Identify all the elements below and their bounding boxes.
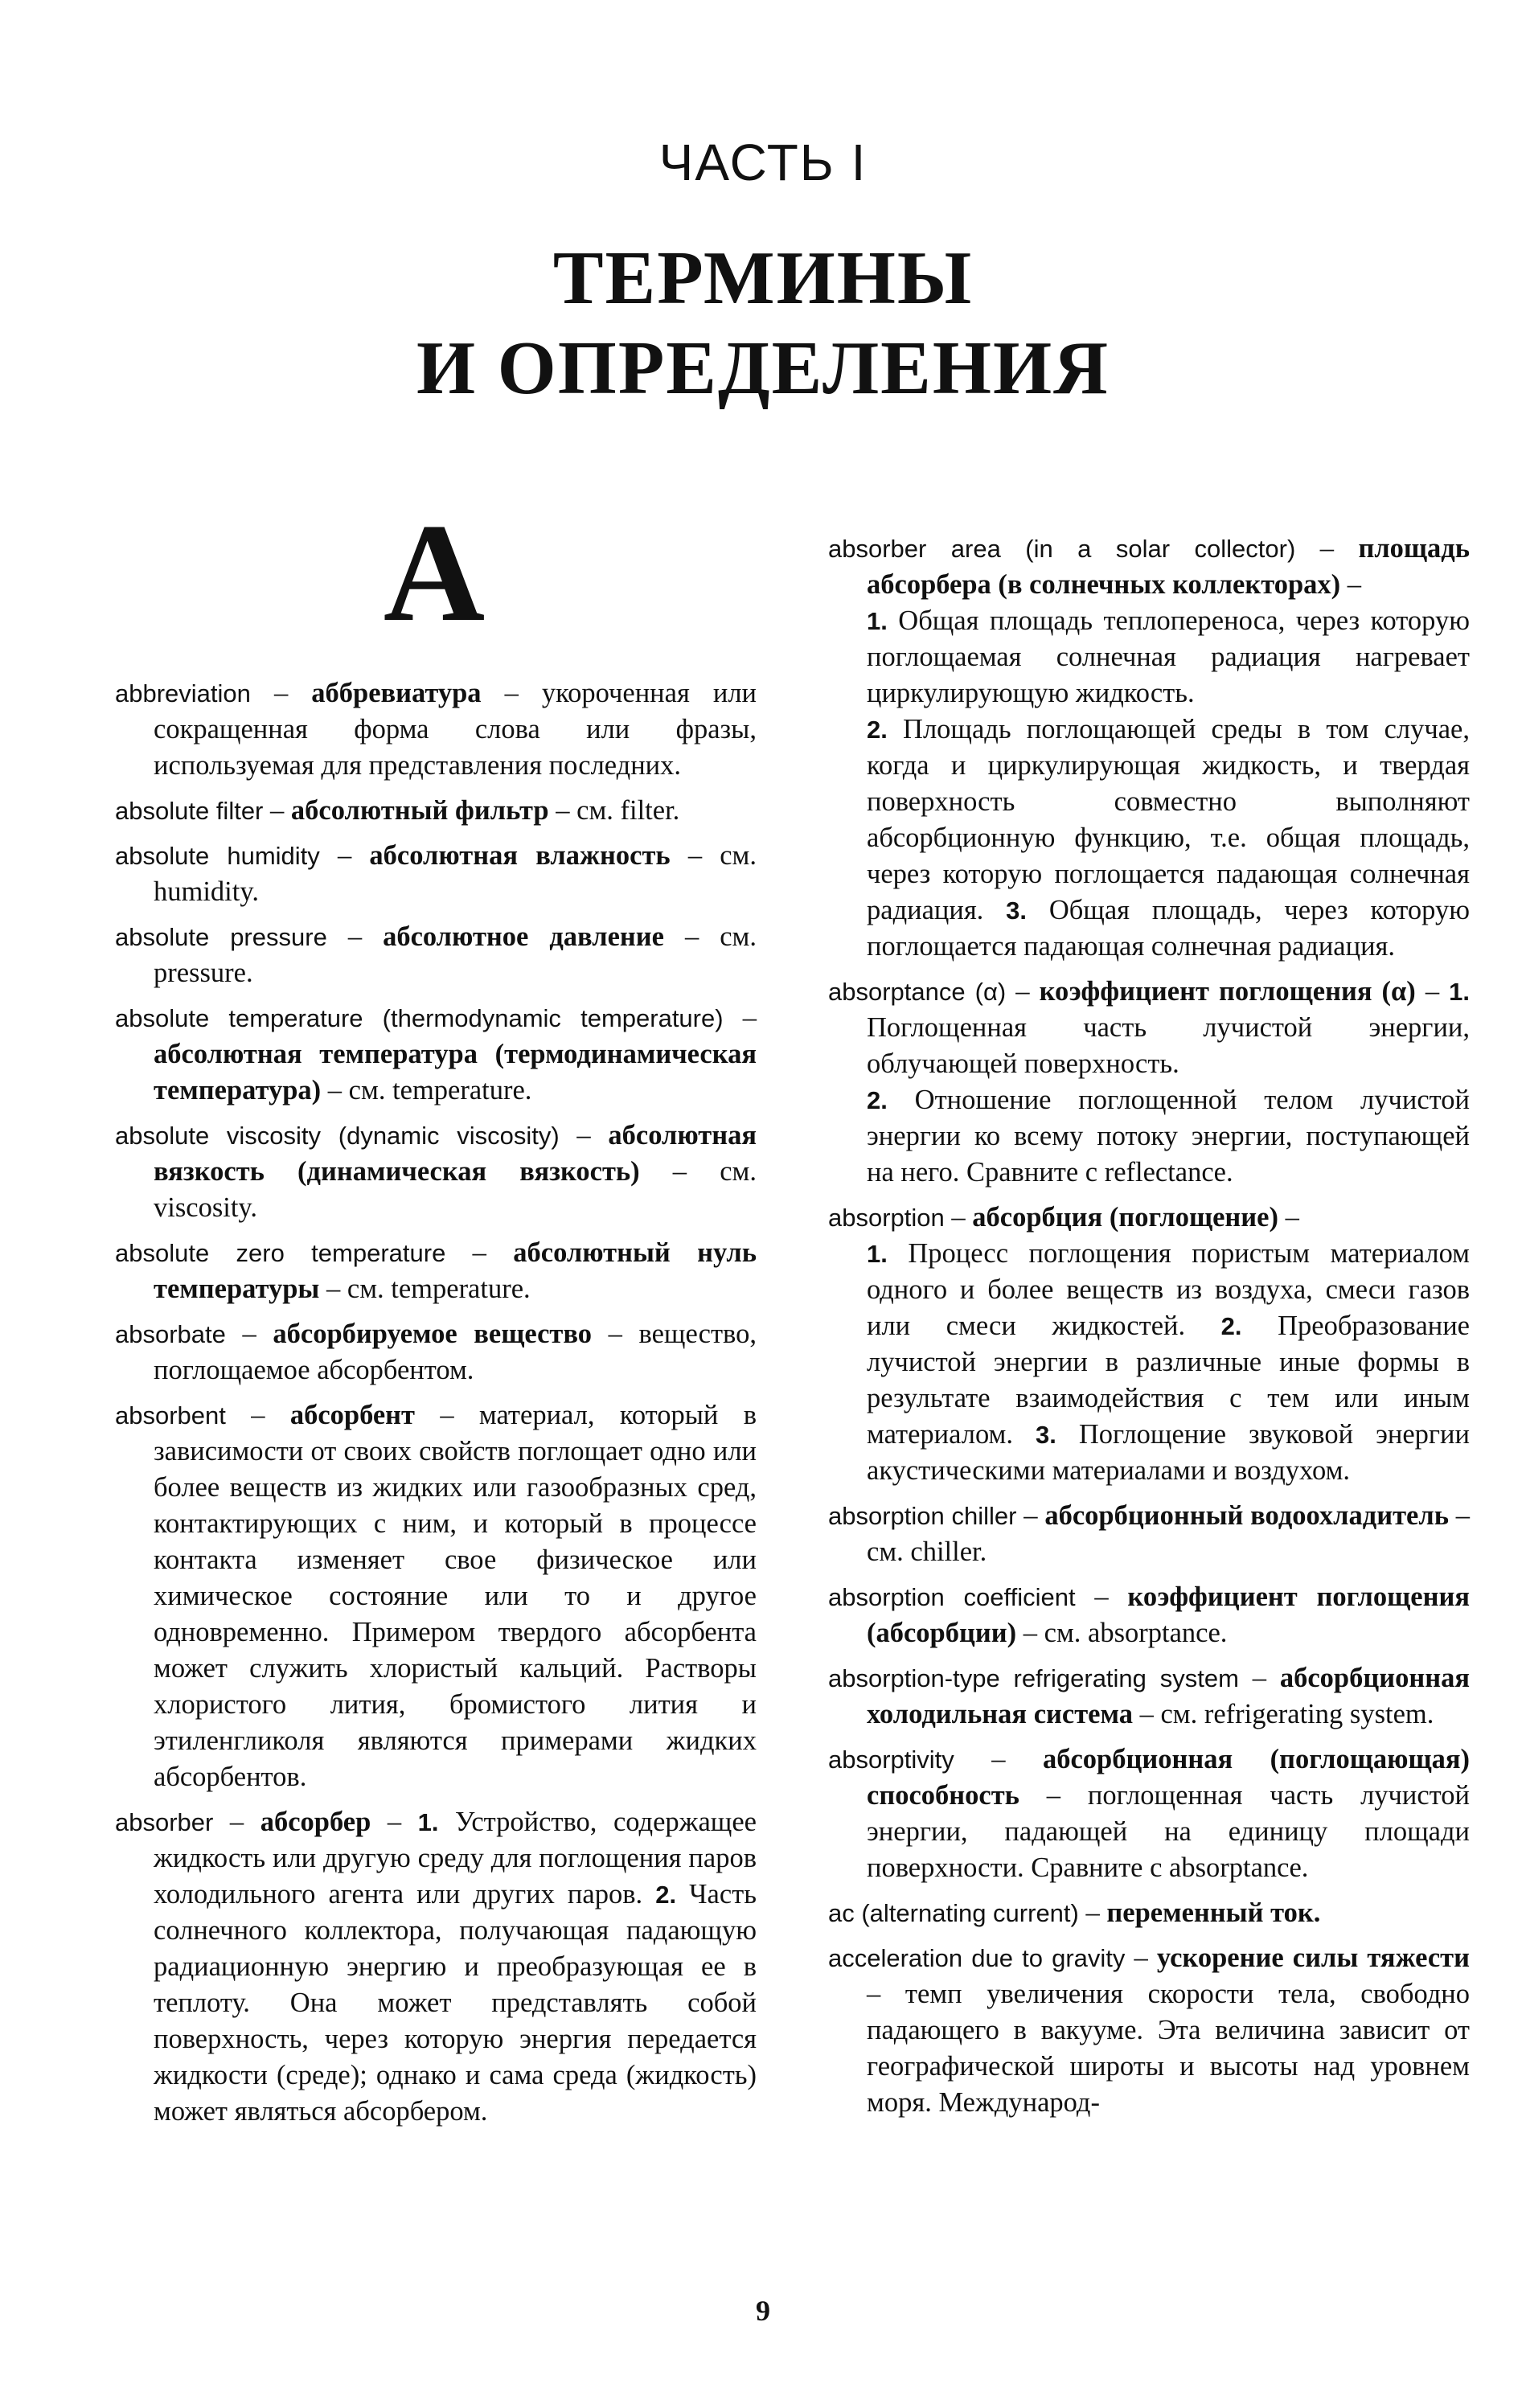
dictionary-entry xyxy=(115,1118,757,1226)
entry-separator: – xyxy=(1238,1663,1280,1693)
entry-definition: – см. refrigerating system. xyxy=(1132,1699,1434,1729)
sense-number: 1. xyxy=(1449,978,1471,1006)
dictionary-entry xyxy=(115,793,757,829)
entry-translation: абсолютная вязкость (динамическая вязкость) xyxy=(154,1120,757,1187)
entry-separator: – xyxy=(723,1003,757,1033)
entry-term: absorbate xyxy=(115,1320,226,1348)
entry-translation: абсолютный нуль температуры xyxy=(154,1237,757,1304)
entry-term: absolute temperature (thermodynamic temperature) xyxy=(115,1004,724,1032)
entry-term: absorptance (α) xyxy=(828,978,1007,1006)
entry-definition: – см. absorptance. xyxy=(1016,1618,1228,1648)
entry-translation: ускорение силы тяжести xyxy=(1156,1942,1471,1973)
entry-separator: – xyxy=(1340,569,1362,600)
sense-number: 2. xyxy=(655,1881,677,1909)
sense-number: 3. xyxy=(1036,1421,1056,1449)
section-letter: A xyxy=(383,494,486,650)
main-title-line-1: ТЕРМИНЫ xyxy=(552,236,974,320)
entry-separator: – xyxy=(225,1319,273,1349)
entry-term: absorber area (in a solar collector) xyxy=(828,535,1296,563)
entry-definition: – поглощенная часть лучистой энергии, падающей на единицу площади поверхности. Сравните с absorptance. xyxy=(867,1780,1470,1883)
left-column xyxy=(115,675,757,2139)
dictionary-entry xyxy=(828,1741,1470,1886)
entry-separator: – xyxy=(250,678,312,708)
dictionary-entry-absorber-area xyxy=(828,531,1470,965)
dictionary-entry xyxy=(828,1895,1470,1931)
entry-definition: Преобразование лучистой энергии в различные иные формы в результате взаимодействия с тем или иным материалом. xyxy=(867,1311,1470,1450)
sense-number: 1. xyxy=(417,1808,439,1836)
entry-definition: – см. chiller. xyxy=(867,1500,1470,1567)
entry-definition: Общая площадь теплопереноса, через которую поглощаемая солнечная радиация нагревает циркулирующую жидкость. xyxy=(867,605,1470,708)
main-title xyxy=(0,233,1526,413)
entry-definition: Процесс поглощения пористым материалом одного и более веществ из воздуха, смеси газов или смеси жидкостей. xyxy=(867,1238,1470,1341)
entry-separator: – xyxy=(954,1744,1043,1774)
entry-term: absorption-type refrigerating system xyxy=(828,1664,1239,1692)
entry-separator: – xyxy=(225,1400,290,1430)
entry-term: absolute viscosity (dynamic viscosity) xyxy=(115,1122,560,1150)
entry-separator: – xyxy=(1125,1942,1157,1973)
entry-translation: аббревиатура xyxy=(311,678,482,708)
entry-term: ac (alternating current) xyxy=(828,1899,1079,1927)
entry-term: acceleration due to gravity xyxy=(828,1944,1126,1972)
entry-translation: абсолютная влажность xyxy=(369,840,671,871)
entry-separator: – xyxy=(559,1120,609,1151)
entry-definition: – см. temperature. xyxy=(321,1075,532,1106)
sense-number: 3. xyxy=(1006,896,1027,925)
entry-definition: – см. filter. xyxy=(548,795,680,826)
entry-term: abbreviation xyxy=(115,679,251,708)
entry-translation: абсолютная температура (термодинамическая температура) xyxy=(154,1039,757,1106)
entry-translation: абсорбируемое вещество xyxy=(273,1319,592,1349)
entry-translation: абсорбент xyxy=(289,1400,415,1430)
entry-definition: Поглощение звуковой энергии акустическими материалами и воздухом. xyxy=(867,1419,1470,1486)
entry-definition: – см. temperature. xyxy=(319,1274,531,1304)
entry-term: absolute pressure xyxy=(115,923,327,951)
sense-number: 2. xyxy=(1220,1312,1242,1340)
entry-translation: абсорбционная (поглощающая) способность xyxy=(867,1744,1470,1811)
entry-separator: – xyxy=(371,1807,418,1837)
sense-number: 1. xyxy=(867,1240,888,1268)
entry-definition: Площадь поглощающей среды в том случае, когда и циркулирующая жидкость, и твердая поверхность совместно выполняют абсорбционную функцию, т.е. общая площадь, через которую поглощается падающая солнечная радиация. xyxy=(867,714,1470,925)
dictionary-entry xyxy=(115,919,757,991)
page-number: 9 xyxy=(756,2295,770,2327)
entry-translation: абсолютный фильтр xyxy=(290,795,549,826)
dictionary-entry xyxy=(828,1660,1470,1733)
entry-separator: – xyxy=(213,1807,260,1837)
entry-term: absorption chiller xyxy=(828,1502,1017,1530)
entry-term: absorption coefficient xyxy=(828,1583,1076,1611)
entry-definition: – материал, который в зависимости от своих свойств поглощает одно или более веществ из жидких или газообразных сред, контактирующих с ним, и который в процессе контакта изменяет свое физическое или химическое состояние или то и другое одновременно. Примером твердого абсорбента может служить хлористый кальций. Растворы хлористого лития, бромистого лития и этиленгликоля являются примерами жидких абсорбентов. xyxy=(154,1400,757,1792)
sense-number: 2. xyxy=(867,716,888,744)
entry-definition: – укороченная или сокращенная форма слова или фразы, используемая для представления последних. xyxy=(154,678,757,781)
entry-separator: – xyxy=(1006,976,1040,1007)
entry-separator: – xyxy=(944,1202,973,1233)
entry-definition: Отношение поглощенной телом лучистой энергии ко всему потоку энергии, поступающей на него. Сравните с reflectance. xyxy=(867,1085,1470,1188)
entry-translation: абсорбционный водоохладитель xyxy=(1044,1500,1449,1531)
entry-definition: Устройство, содержащее жидкость или другую среду для поглощения паров холодильного агента или других паров. xyxy=(154,1807,757,1910)
dictionary-entry xyxy=(828,1579,1470,1651)
dictionary-entry-absorber xyxy=(115,1804,757,2130)
dictionary-entry xyxy=(828,1940,1470,2121)
entry-term: absorptivity xyxy=(828,1745,954,1774)
dictionary-entry xyxy=(115,675,757,784)
entry-definition: Часть солнечного коллектора, получающая падающую радиационную энергию и преобразующая ее в теплоту. Она может представлять собой поверхность, через которую энергия передается жидкости (среде); однако и сама среда (жидкость) может являться абсорбером. xyxy=(154,1879,757,2127)
entry-separator: – xyxy=(1016,1500,1045,1531)
entry-separator: – xyxy=(263,795,291,826)
part-title: ЧАСТЬ I xyxy=(658,133,868,191)
entry-translation: абсолютное давление xyxy=(383,921,664,952)
entry-separator: – xyxy=(1278,1202,1299,1233)
entry-separator: – xyxy=(1078,1897,1107,1928)
entry-definition: Поглощенная часть лучистой энергии, облучающей поверхность. xyxy=(867,1012,1470,1079)
main-title-line-2: И ОПРЕДЕЛЕНИЯ xyxy=(416,326,1110,410)
entry-definition: – темп увеличения скорости тела, свободно падающего в вакууме. Эта величина зависит от географической широты и высоты над уровнем моря. Международ- xyxy=(867,1979,1470,2118)
dictionary-entry-absorptance xyxy=(828,974,1470,1191)
dictionary-entry xyxy=(828,1498,1470,1570)
entry-term: absorber xyxy=(115,1808,214,1836)
entry-term: absolute humidity xyxy=(115,842,320,870)
entry-translation: площадь абсорбера (в солнечных коллекторах) xyxy=(867,533,1470,600)
entry-definition: – см. humidity. xyxy=(154,840,757,907)
dictionary-entry xyxy=(115,1000,757,1109)
entry-translation: переменный ток. xyxy=(1106,1897,1321,1928)
entry-translation: коэффициент поглощения (абсорбции) xyxy=(867,1581,1470,1648)
entry-separator: – xyxy=(1415,976,1450,1007)
entry-definition: – см. pressure. xyxy=(154,921,757,988)
entry-definition: – вещество, поглощаемое абсорбентом. xyxy=(154,1319,757,1385)
sense-number: 1. xyxy=(867,607,888,635)
entry-term: absolute zero temperature xyxy=(115,1239,446,1267)
sense-number: 2. xyxy=(867,1086,888,1114)
entry-translation: абсорбционная холодильная система xyxy=(867,1663,1470,1729)
entry-separator: – xyxy=(1075,1581,1128,1612)
dictionary-entry xyxy=(115,1235,757,1307)
entry-translation: абсорбция (поглощение) xyxy=(972,1202,1278,1233)
entry-separator: – xyxy=(1295,533,1359,564)
entry-translation: абсорбер xyxy=(260,1807,371,1837)
entry-term: absorption xyxy=(828,1204,945,1232)
entry-definition: – см. viscosity. xyxy=(154,1156,757,1223)
entry-separator: – xyxy=(326,921,384,952)
entry-definition: Общая площадь, через которую поглощается падающая солнечная радиация. xyxy=(867,895,1470,962)
dictionary-entry-absorption xyxy=(828,1200,1470,1489)
entry-term: absorbent xyxy=(115,1401,226,1430)
entry-translation: коэффициент поглощения (α) xyxy=(1039,976,1416,1007)
entry-term: absolute filter xyxy=(115,797,264,825)
right-column xyxy=(828,531,1470,2130)
dictionary-entry xyxy=(115,838,757,910)
dictionary-entry xyxy=(115,1316,757,1389)
dictionary-entry xyxy=(115,1397,757,1795)
entry-separator: – xyxy=(445,1237,514,1268)
entry-separator: – xyxy=(319,840,370,871)
